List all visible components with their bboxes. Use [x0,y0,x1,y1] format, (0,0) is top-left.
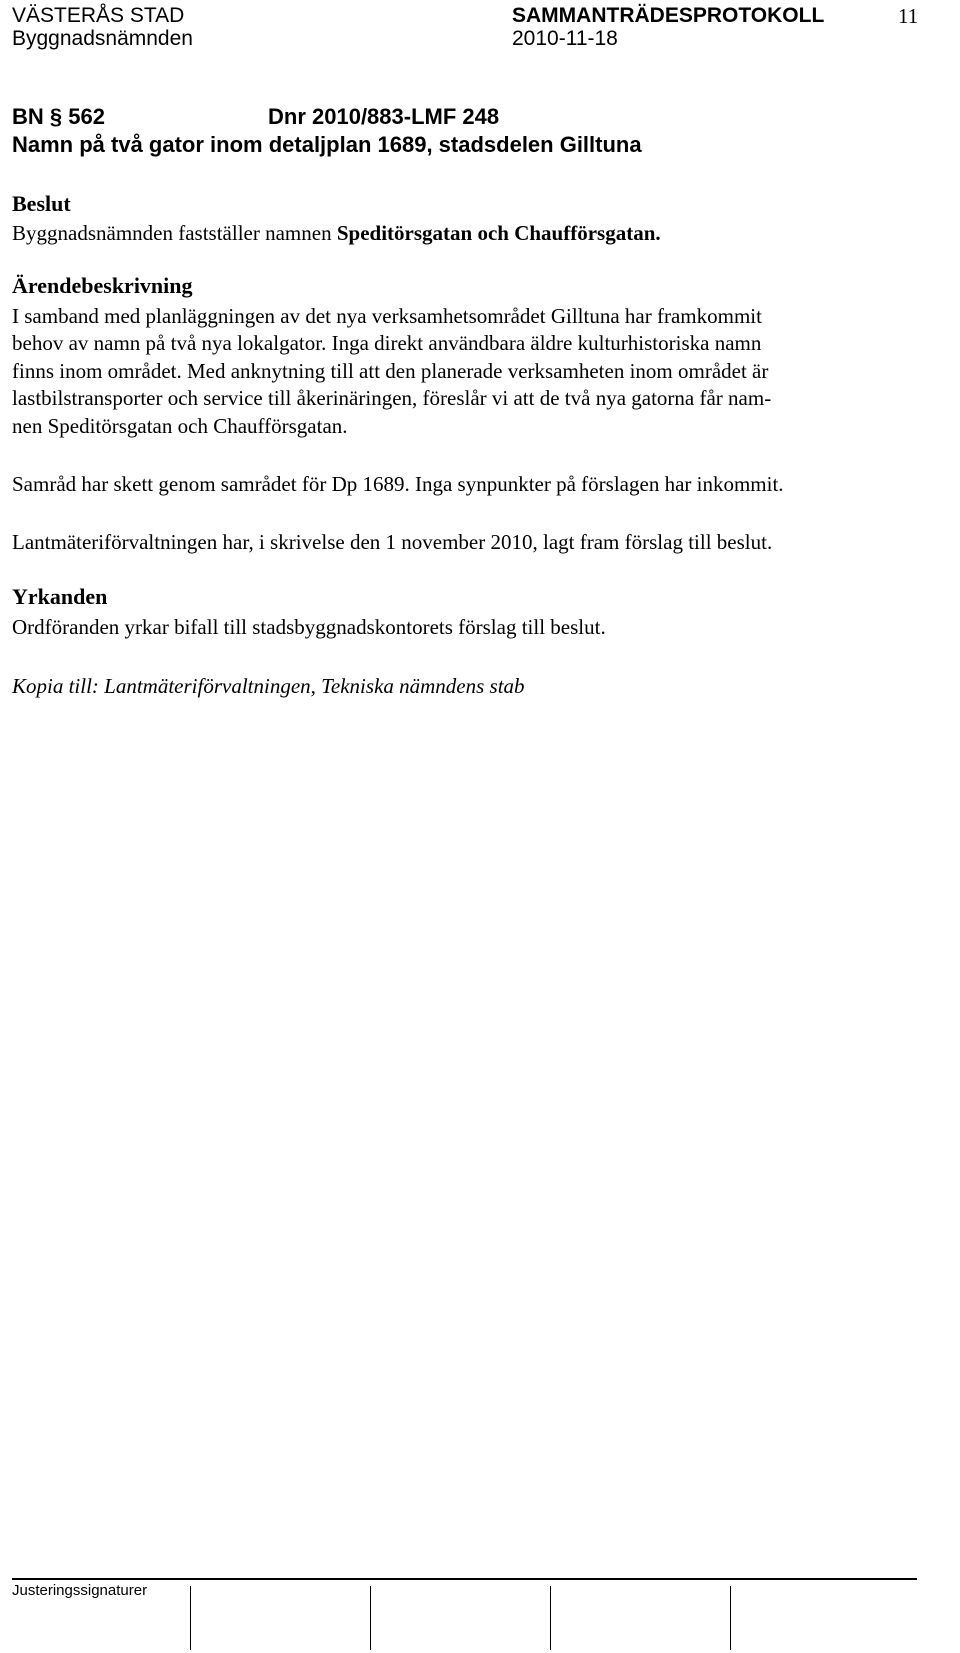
committee-name: Byggnadsnämnden [12,27,193,50]
signature-divider [12,1578,917,1580]
land-survey-text: Lantmäteriförvaltningen har, i skrivelse den 1 november 2010, lagt fram förslag till beslut. [12,530,773,554]
document-type: SAMMANTRÄDESPROTOKOLL [512,4,825,27]
organization-name: VÄSTERÅS STAD [12,4,185,27]
page-number: 11 [898,4,919,28]
diary-number: Dnr 2010/883-LMF 248 [268,104,500,129]
description-line: lastbilstransporter och service till åkerinäringen, föreslår vi att de två nya gatorna får nam- [12,386,772,410]
consultation-text: Samråd har skett genom samrådet för Dp 1689. Inga synpunkter på förslagen har inkommit. [12,472,784,496]
decision-heading: Beslut [12,191,71,216]
decision-text-prefix: Byggnadsnämnden fastställer namnen [12,221,337,245]
description-line: nen Speditörsgatan och Chaufförsgatan. [12,414,348,438]
decision-text [12,220,661,248]
case-title: Namn på två gator inom detaljplan 1689, stadsdelen Gilltuna [12,132,642,157]
signature-box [730,1586,731,1650]
copy-to: Kopia till: Lantmäteriförvaltningen, Tekniska nämndens stab [12,674,525,698]
signature-box [190,1586,191,1650]
case-number: BN § 562 [12,104,105,129]
signature-label: Justeringssignaturer [12,1582,148,1599]
signature-box [370,1586,371,1650]
description-line: behov av namn på två nya lokalgator. Inga direkt användbara äldre kulturhistoriska namn [12,331,762,355]
signature-box [550,1586,551,1650]
motions-heading: Yrkanden [12,584,108,609]
decision-street-names: Speditörsgatan och Chaufförsgatan. [336,221,661,245]
motions-text: Ordföranden yrkar bifall till stadsbyggnadskontorets förslag till beslut. [12,615,606,639]
description-line: finns inom området. Med anknytning till att den planerade verksamheten inom området är [12,359,769,383]
description-heading: Ärendebeskrivning [12,273,193,298]
meeting-date: 2010-11-18 [512,27,618,50]
description-line: I samband med planläggningen av det nya verksamhetsområdet Gilltuna har framkommit [12,304,762,328]
